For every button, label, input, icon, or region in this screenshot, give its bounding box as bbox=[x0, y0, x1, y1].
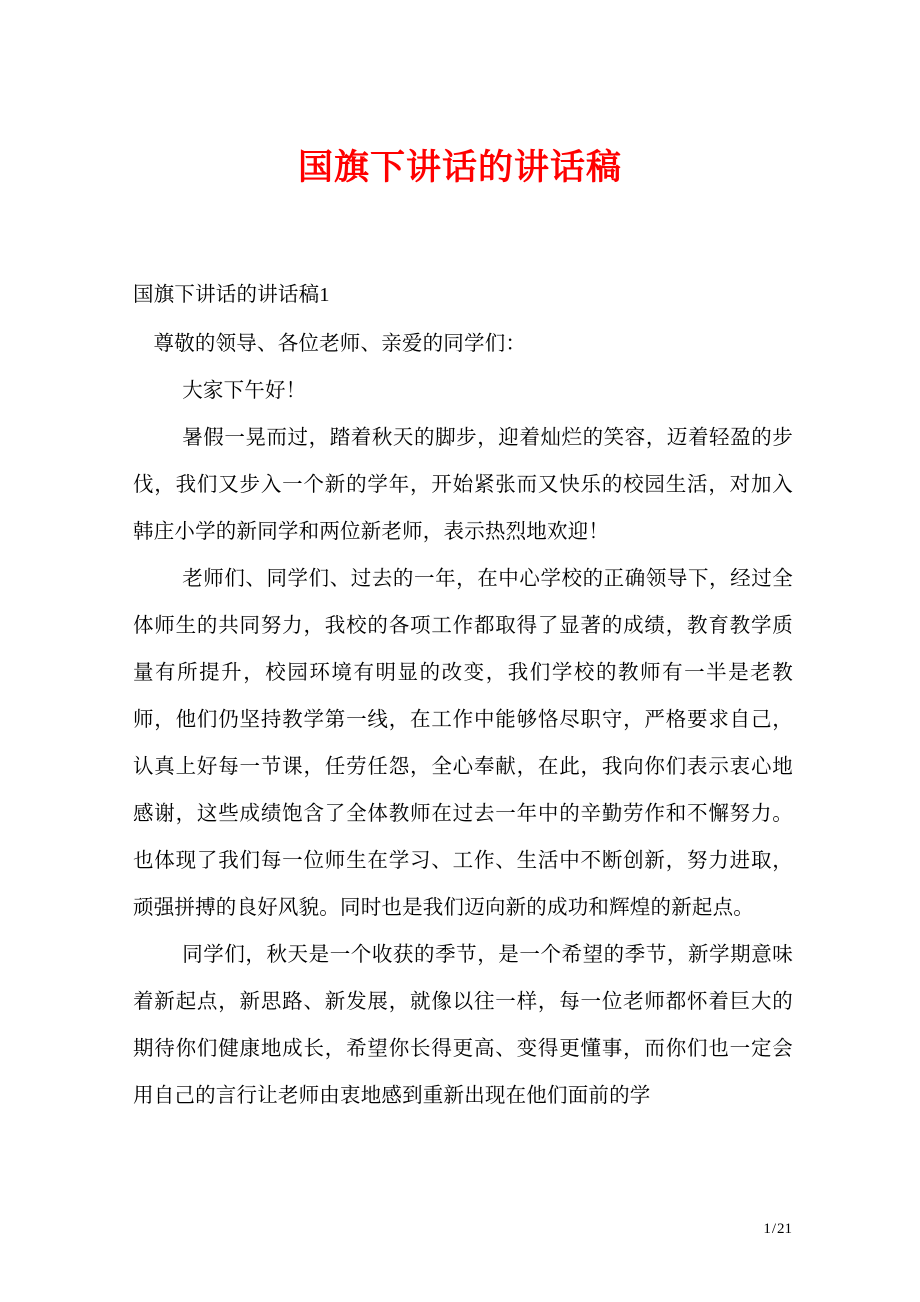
page-number-separator: / bbox=[771, 1221, 776, 1237]
page-title: 国旗下讲话的讲话稿 bbox=[297, 148, 622, 187]
paragraph-salutation: 尊敬的领导、各位老师、亲爱的同学们： bbox=[153, 333, 527, 355]
paragraph-heading: 国旗下讲话的讲话稿1 bbox=[133, 284, 330, 306]
total-page-count: 21 bbox=[777, 1221, 792, 1237]
paragraph-body-3: 同学们，秋天是一个收获的季节，是一个希望的季节，新学期意味着新起点，新思路、新发展，就像以往一样，每一位老师都怀着巨大的期待你们健康地成长，希望你长得更高、变得更懂事，而你们也一定会用自己的言行让老师由衷地感到重新出现在他们面前的学 bbox=[133, 944, 793, 1107]
paragraph-body-1: 暑假一晃而过，踏着秋天的脚步，迎着灿烂的笑容，迈着轻盈的步伐，我们又步入一个新的学年，开始紧张而又快乐的校园生活，对加入韩庄小学的新同学和两位新老师，表示热烈地欢迎！ bbox=[133, 427, 793, 543]
paragraph-body-2: 老师们、同学们、过去的一年，在中心学校的正确领导下，经过全体师生的共同努力，我校的各项工作都取得了显著的成绩，教育教学质量有所提升，校园环境有明显的改变，我们学校的教师有一半是老教师，他们仍坚持教学第一线，在工作中能够恪尽职守，严格要求自己，认真上好每一节课，任劳任怨，全心奉献，在此，我向你们表示衷心地感谢，这些成绩饱含了全体教师在过去一年中的辛勤劳作和不懈努力。也体现了我们每一位师生在学习、工作、生活中不断创新，努力进取，顽强拼搏的良好风貌。同时也是我们迈向新的成功和辉煌的新起点。 bbox=[133, 568, 793, 919]
document-body bbox=[133, 272, 793, 1120]
paragraph-greeting: 大家下午好！ bbox=[182, 380, 307, 402]
current-page-number: 1 bbox=[763, 1221, 771, 1237]
page-number-footer bbox=[763, 1221, 792, 1238]
